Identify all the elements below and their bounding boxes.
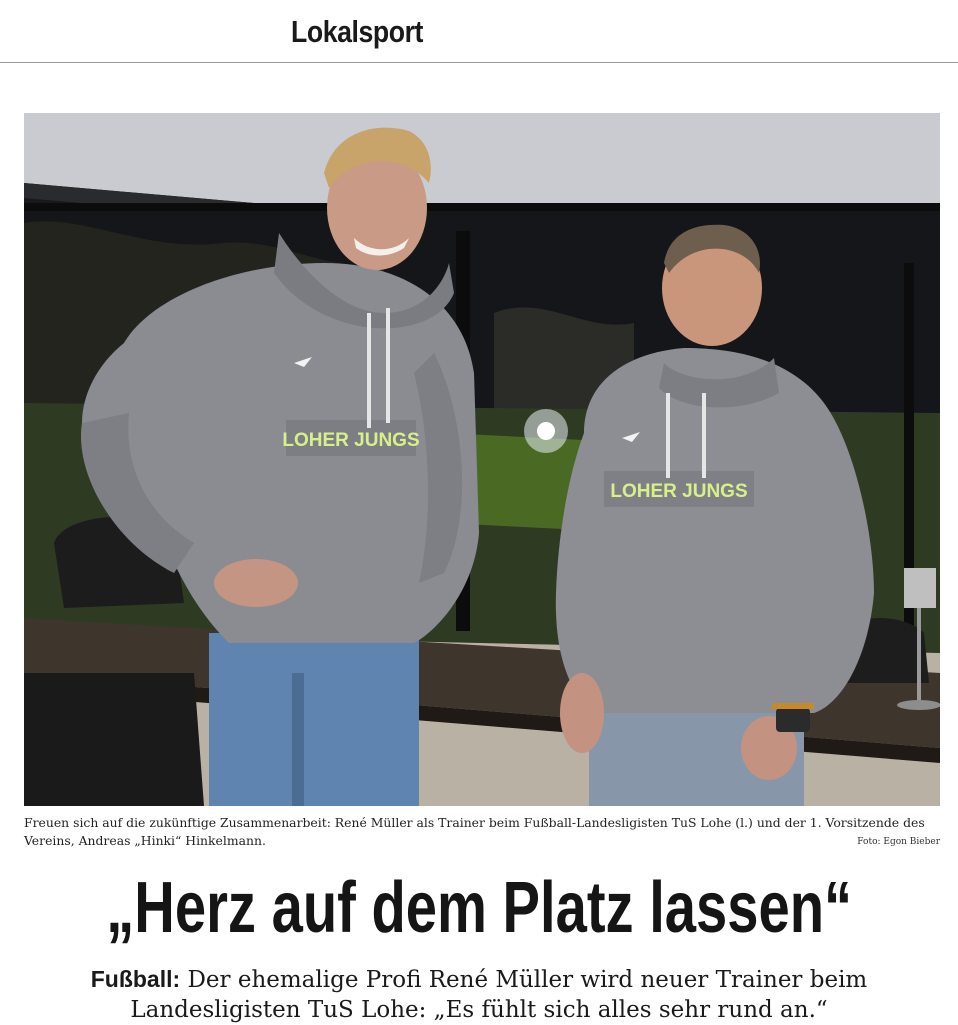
photo-caption: Freuen sich auf die zukünftige Zusammenarbeit: René Müller als Trainer beim Fußball-Landesligisten TuS Lohe (l.) und der 1. Vorsitzende des Vereins, Andreas „Hinki“ Hinkelmann.	[24, 815, 925, 848]
headline-text: „Herz auf dem Platz lassen“	[106, 868, 852, 948]
kicker: Fußball:	[90, 966, 181, 992]
section-title: Lokalsport	[291, 14, 423, 49]
teaser-text: Der ehemalige Profi René Müller wird neuer Trainer beim Landesligisten TuS Lohe: „Es fühlt sich alles sehr rund an.“	[130, 967, 868, 1023]
section-header	[0, 0, 958, 63]
photo-credit: Foto: Egon Bieber	[857, 837, 940, 847]
article-photo	[24, 113, 940, 806]
headline	[0, 865, 958, 951]
hoodie-right-logo: LOHER JUNGS	[610, 481, 748, 502]
teaser	[60, 964, 898, 1025]
hoodie-left-logo: LOHER JUNGS	[282, 430, 420, 451]
